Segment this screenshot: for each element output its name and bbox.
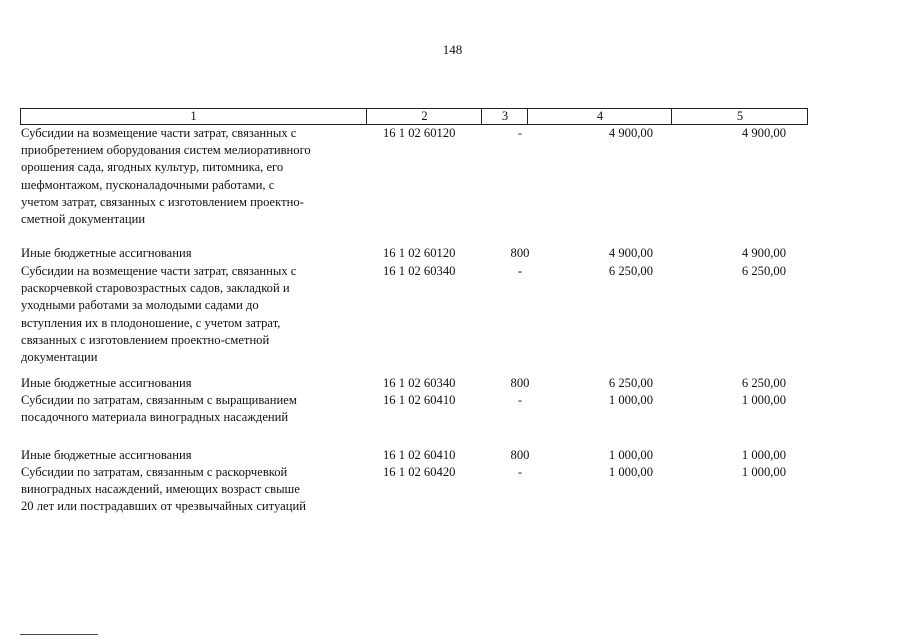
- header-col-3: 3: [481, 109, 528, 124]
- table-row: [20, 245, 808, 263]
- row-type: -: [517, 264, 523, 278]
- row-sum-col4: 1 000,00: [608, 393, 653, 407]
- row-name: Субсидии на возмещение части затрат, связанных с раскорчевкой старовозрастных садов, закладкой и уходными работами за молодыми садами до вступления их в плодоношение, с учетом затрат, связанных с изготовлением проектно-сметной документации: [21, 264, 297, 365]
- row-name: Субсидии по затратам, связанным с выращиванием посадочного материала виноградных насаждений: [21, 393, 297, 425]
- row-sum-col5: 6 250,00: [741, 264, 786, 278]
- row-sum-col5: 4 900,00: [741, 246, 786, 260]
- row-name: Иные бюджетные ассигнования: [21, 246, 192, 260]
- row-name: Субсидии на возмещение части затрат, связанных с приобретением оборудования систем мелиоративного орошения сада, ягодных культур, питомника, его шефмонтажом, пусконаладочными работами, с учетом затрат, связанных с изготовлением проектно- сметной документации: [21, 126, 311, 227]
- row-code: 16 1 02 60120: [383, 126, 456, 140]
- row-code: 16 1 02 60340: [383, 376, 456, 390]
- row-sum-col4: 6 250,00: [608, 376, 653, 390]
- row-sum-col5: 1 000,00: [741, 393, 786, 407]
- footnote-divider: [20, 634, 98, 635]
- header-col-2: 2: [366, 109, 482, 124]
- row-code: 16 1 02 60410: [383, 393, 456, 407]
- row-type: -: [517, 393, 523, 407]
- row-sum-col4: 1 000,00: [608, 448, 653, 462]
- header-col-4: 4: [527, 109, 672, 124]
- row-type: 800: [510, 448, 530, 462]
- row-type: -: [517, 126, 523, 140]
- row-sum-col4: 4 900,00: [608, 246, 653, 260]
- table-row: [20, 375, 808, 392]
- row-sum-col5: 1 000,00: [741, 448, 786, 462]
- row-sum-col5: 1 000,00: [741, 465, 786, 479]
- row-code: 16 1 02 60120: [383, 246, 456, 260]
- table-row: [20, 392, 808, 447]
- row-type: -: [517, 465, 523, 479]
- row-code: 16 1 02 60410: [383, 448, 456, 462]
- row-sum-col5: 6 250,00: [741, 376, 786, 390]
- table-header: [20, 108, 808, 125]
- table-row: [20, 125, 808, 245]
- row-name: Иные бюджетные ассигнования: [21, 376, 192, 390]
- row-code: 16 1 02 60420: [383, 465, 456, 479]
- row-sum-col4: 6 250,00: [608, 264, 653, 278]
- header-col-5: 5: [671, 109, 808, 124]
- row-code: 16 1 02 60340: [383, 264, 456, 278]
- row-sum-col5: 4 900,00: [741, 126, 786, 140]
- row-name: Иные бюджетные ассигнования: [21, 448, 192, 462]
- row-type: 800: [510, 376, 530, 390]
- budget-table: [20, 108, 808, 518]
- row-type: 800: [510, 246, 530, 260]
- row-name: Субсидии по затратам, связанным с раскорчевкой виноградных насаждений, имеющих возраст свыше 20 лет или пострадавших от чрезвычайных ситуаций: [21, 465, 306, 514]
- table-row: [20, 464, 808, 518]
- row-sum-col4: 4 900,00: [608, 126, 653, 140]
- table-row: [20, 263, 808, 375]
- page-number: 148: [442, 42, 463, 57]
- row-sum-col4: 1 000,00: [608, 465, 653, 479]
- header-col-1: 1: [190, 109, 197, 123]
- table-row: [20, 447, 808, 464]
